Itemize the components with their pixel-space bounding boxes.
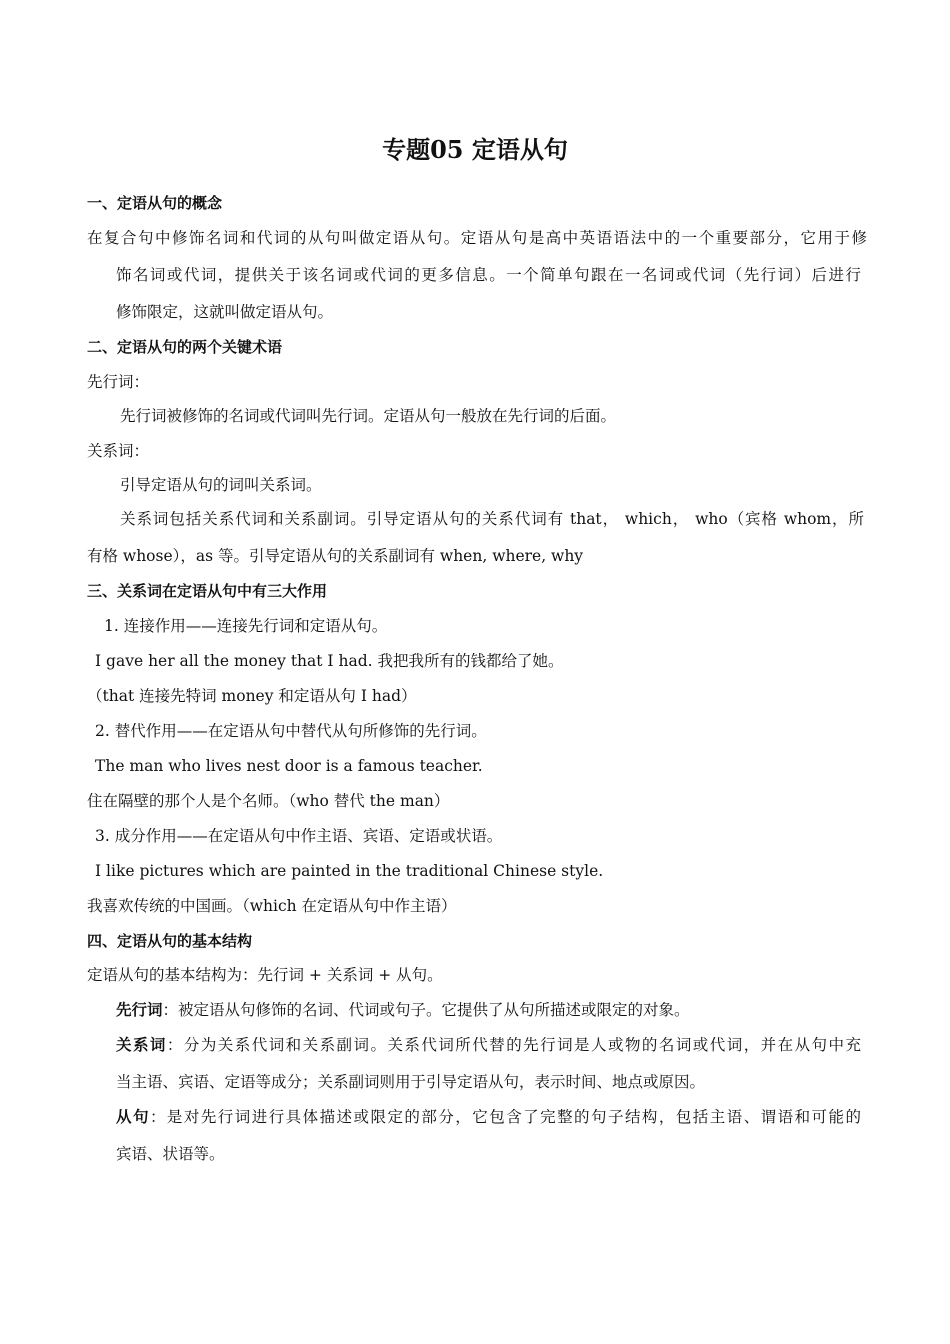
section-2-heading: 二、定语从句的两个关键术语 [87, 338, 283, 356]
section-1-para-line-2: 饰名词或代词，提供关于该名词或代词的更多信息。一个简单句跟在一名词或代词（先行词）后进行 [116, 266, 861, 284]
section-3-heading: 三、关系词在定语从句中有三大作用 [87, 582, 328, 600]
structure-clause [116, 1107, 861, 1127]
role-2: 2. 替代作用——在定语从句中替代从句所修饰的先行词。 [95, 722, 487, 740]
term-relative-line-2: 关系词包括关系代词和关系副词。引导定语从句的关系代词有 that， which， who（宾格 whom，所 [120, 510, 864, 528]
role-3: 3. 成分作用——在定语从句中作主语、宾语、定语或状语。 [95, 827, 503, 845]
structure-antecedent [116, 1000, 896, 1020]
section-1-para-line-3: 修饰限定，这就叫做定语从句。 [116, 303, 334, 321]
structure-antecedent-label: 先行词 [116, 1001, 163, 1019]
structure-antecedent-text: ：被定语从句修饰的名词、代词或句子。它提供了从句所描述或限定的对象。 [162, 1001, 690, 1019]
structure-clause-text-1: ：是对先行词进行具体描述或限定的部分，它包含了完整的句子结构，包括主语、谓语和可能的 [149, 1108, 861, 1126]
section-4-heading: 四、定语从句的基本结构 [87, 932, 253, 950]
structure-relative-text-1: ：分为关系代词和关系副词。关系代词所代替的先行词是人或物的名词或代词，并在从句中充 [166, 1036, 861, 1054]
role-1-example: I gave her all the money that I had. 我把我所有的钱都给了她。 [95, 652, 564, 670]
role-3-example: I like pictures which are painted in the traditional Chinese style. [95, 862, 604, 880]
term-relative-line-3: 有格 whose），as 等。引导定语从句的关系副词有 when, where, why [87, 547, 584, 565]
term-antecedent-desc: 先行词被修饰的名词或代词叫先行词。定语从句一般放在先行词的后面。 [120, 407, 617, 425]
structure-clause-label: 从句 [116, 1108, 150, 1126]
term-relative-label: 关系词： [87, 442, 150, 460]
term-relative-desc: 引导定语从句的词叫关系词。 [120, 476, 322, 494]
structure-intro: 定语从句的基本结构为：先行词 + 关系词 + 从句。 [87, 966, 443, 984]
role-2-note: 住在隔壁的那个人是个名师。（who 替代 the man） [87, 792, 450, 810]
structure-clause-text-2: 宾语、状语等。 [116, 1145, 225, 1163]
role-1-note: （that 连接先特词 money 和定语从句 I had） [87, 687, 417, 705]
structure-relative-text-2: 当主语、宾语、定语等成分；关系副词则用于引导定语从句，表示时间、地点或原因。 [116, 1073, 706, 1091]
role-1: 1. 连接作用——连接先行词和定语从句。 [104, 617, 388, 635]
page-title: 专题05 定语从句 [382, 135, 568, 164]
role-3-note: 我喜欢传统的中国画。（which 在定语从句中作主语） [87, 897, 457, 915]
structure-relative [116, 1035, 861, 1055]
role-2-example: The man who lives nest door is a famous teacher. [95, 757, 483, 775]
term-antecedent-label: 先行词： [87, 373, 150, 391]
section-1-para-line-1: 在复合句中修饰名词和代词的从句叫做定语从句。定语从句是高中英语语法中的一个重要部分，它用于修 [87, 229, 867, 247]
structure-relative-label: 关系词 [116, 1036, 167, 1054]
section-1-heading: 一、定语从句的概念 [87, 194, 223, 212]
